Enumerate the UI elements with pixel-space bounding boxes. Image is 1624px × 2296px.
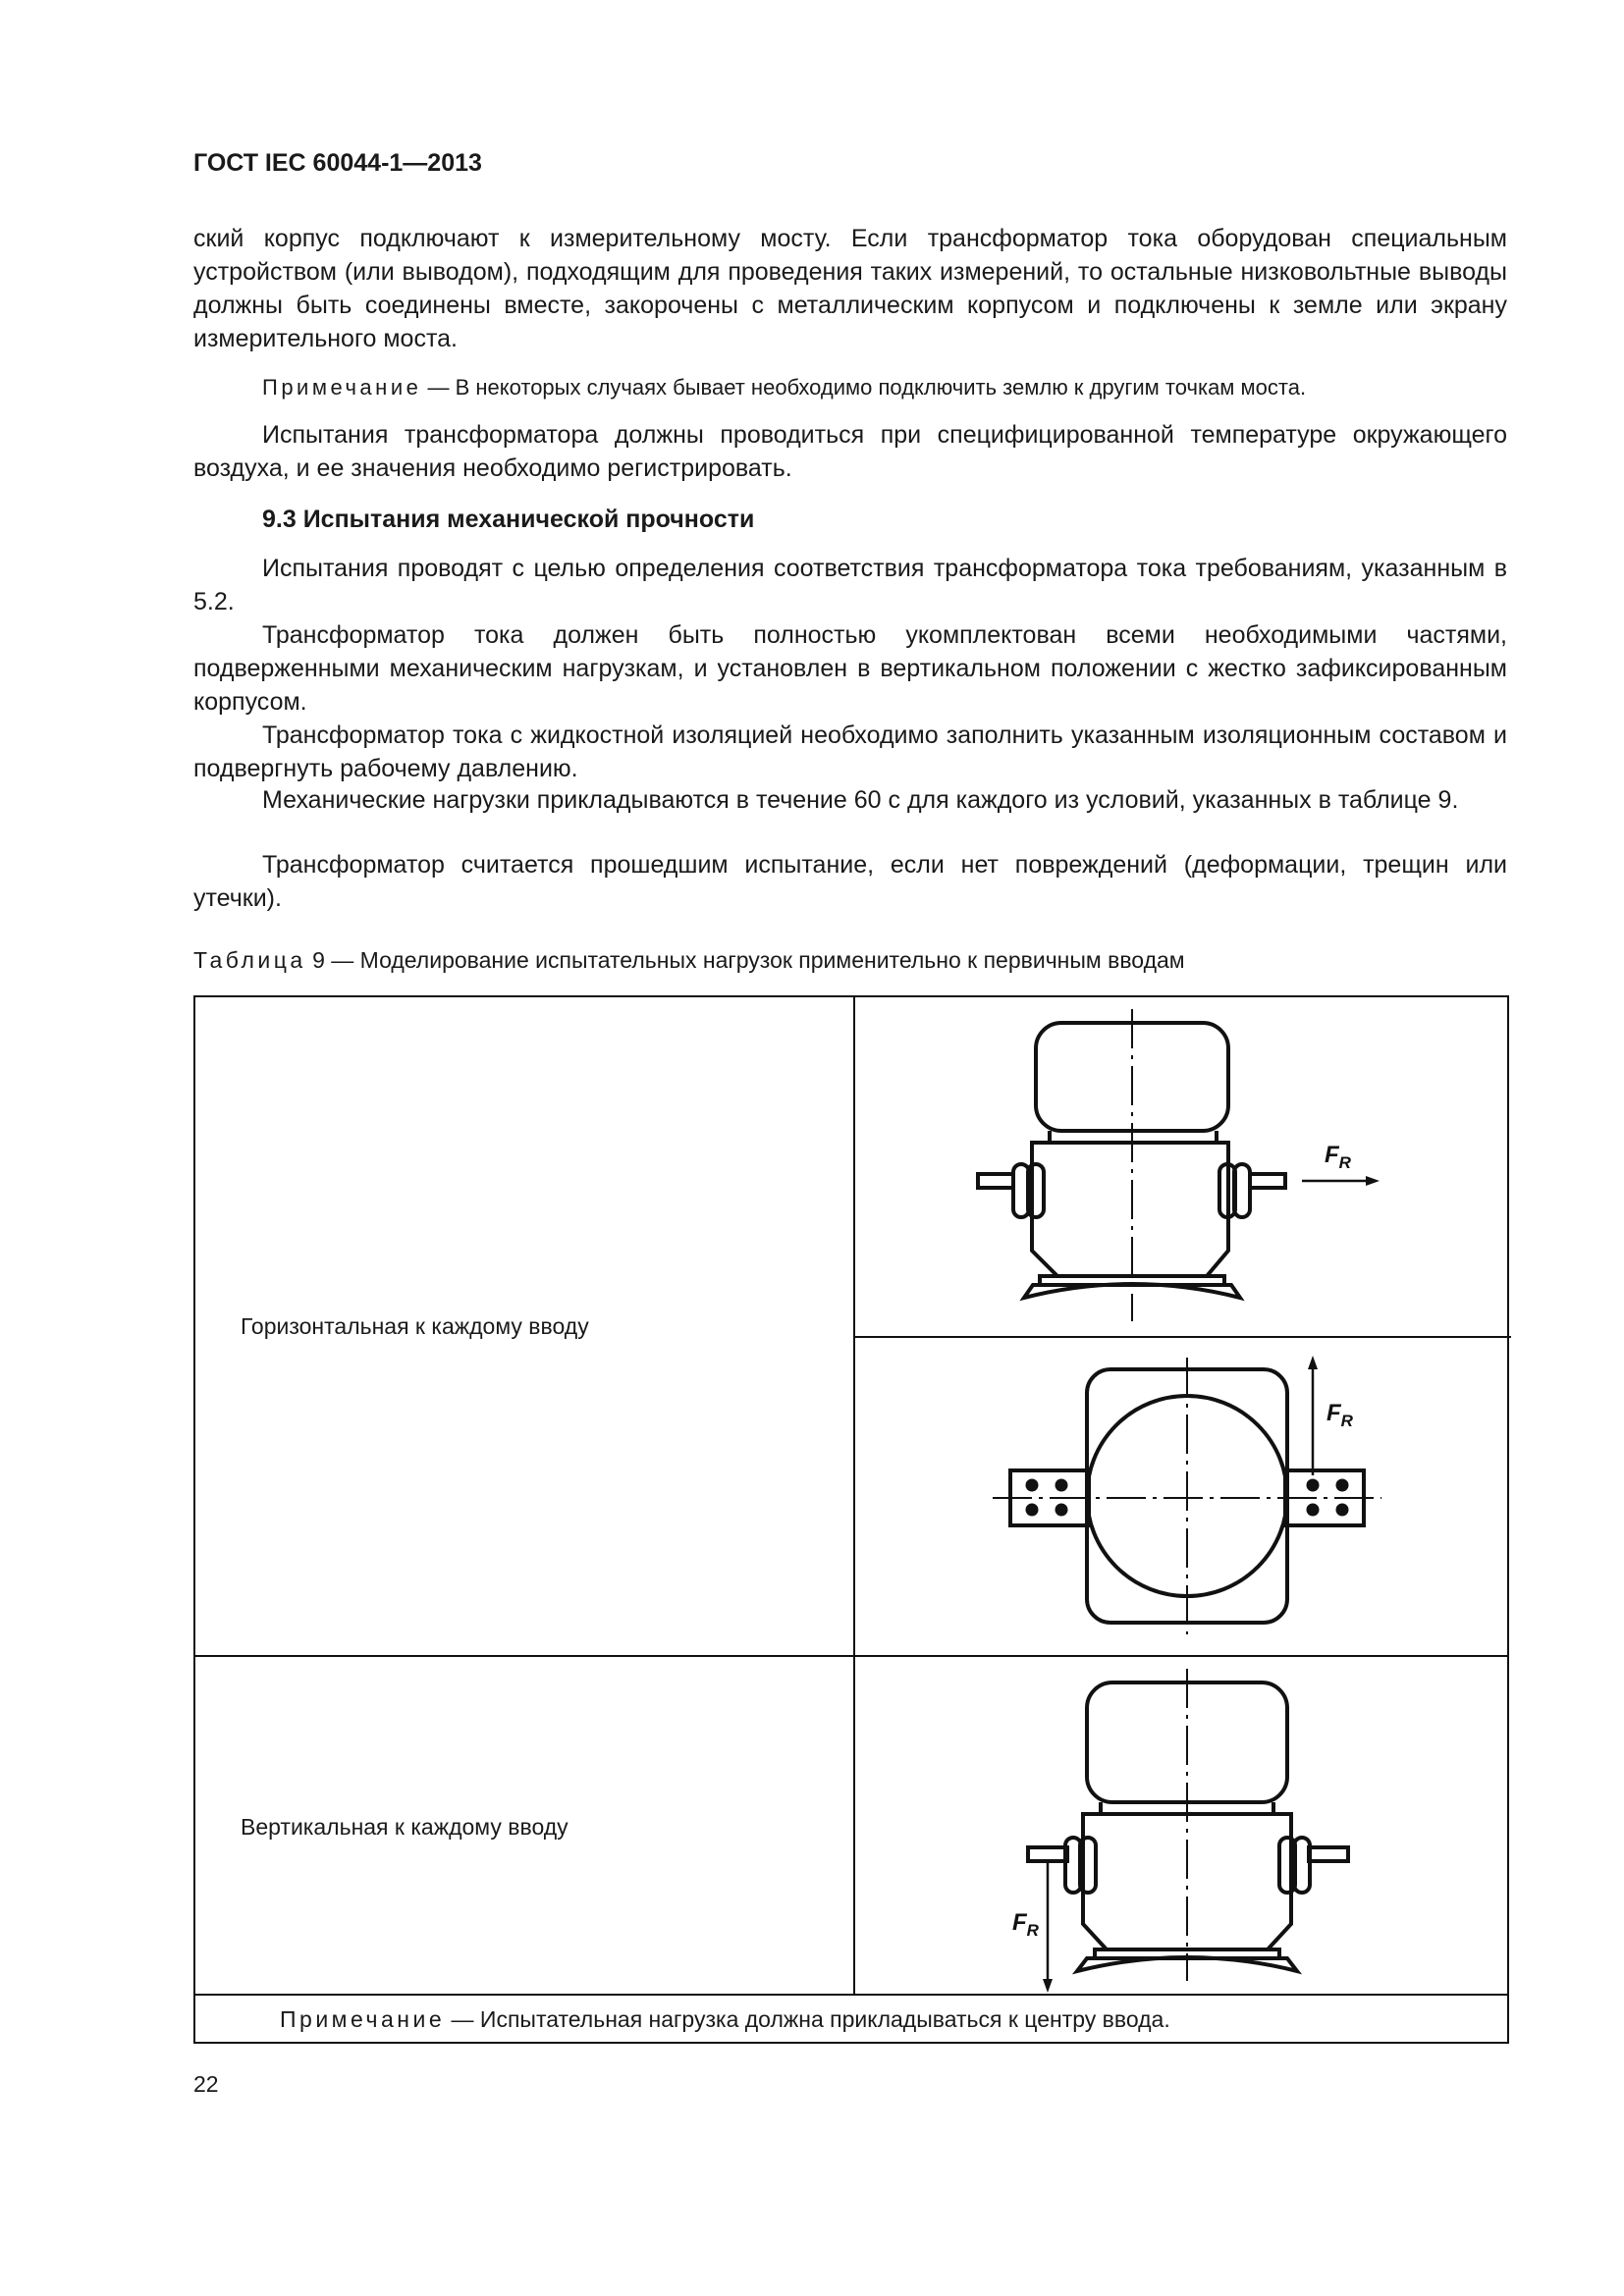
- paragraph-7: Трансформатор считается прошедшим испытание, если нет повреждений (деформации, трещин или утечки).: [193, 851, 1507, 912]
- paragraph-1: ский корпус подключают к измерительному мосту. Если трансформатор тока оборудован специальным устройством (или выводом), подходящим для проведения таких измерений, то остальные низковольтные выводы должны быть соединены вместе, закорочены с металлическим корпусом и подключены к земле или экрану измерительного моста.: [193, 225, 1507, 352]
- table-note-label: Примечание: [280, 2006, 446, 2032]
- paragraph-5: Трансформатор тока с жидкостной изоляцией необходимо заполнить указанным изоляционным составом и подвергнуть рабочему давлению.: [193, 721, 1507, 782]
- note-1: [193, 371, 1507, 404]
- figure-side-view-horizontal: [855, 997, 1511, 1336]
- table-note: [280, 2006, 1170, 2033]
- right-terminal-stem-2: [1309, 1847, 1348, 1861]
- right-terminal-stem: [1250, 1174, 1285, 1188]
- note-1-label: Примечание: [262, 375, 422, 400]
- tank-body: [1032, 1143, 1228, 1276]
- left-terminal-stem-2: [1028, 1847, 1067, 1861]
- force-arrowhead-horizontal: [1366, 1176, 1380, 1186]
- force-label-1: $F_R$: [1325, 1142, 1351, 1172]
- paragraph-4: Трансформатор тока должен быть полностью укомплектован всеми необходимыми частями, подверженными механическим нагрузкам, и установлен в вертикальном положении с жестко зафиксированным корпусом.: [193, 621, 1507, 716]
- figure-top-view-horizontal: [855, 1338, 1511, 1655]
- row-horizontal-label: Горизонтальная к каждому вводу: [241, 1313, 589, 1339]
- table-caption: [193, 947, 1185, 974]
- document-header: ГОСТ IEC 60044-1—2013: [193, 149, 482, 177]
- row-vertical-label: Вертикальная к каждому вводу: [241, 1814, 568, 1840]
- left-terminal-stem: [978, 1174, 1013, 1188]
- force-label-2: $F_R$: [1326, 1400, 1353, 1430]
- figure-side-view-vertical: [855, 1657, 1511, 1994]
- page-number: 22: [193, 2071, 219, 2097]
- paragraph-3: Испытания проводят с целью определения соответствия трансформатора тока требованиям, указанным в 5.2.: [193, 555, 1507, 615]
- table-note-divider: [195, 1994, 1509, 1996]
- paragraph-2: Испытания трансформатора должны проводиться при специфицированной температуре окружающего воздуха, и ее значения необходимо регистрировать.: [193, 421, 1507, 482]
- table-caption-text: 9 — Моделирование испытательных нагрузок применительно к первичным вводам: [305, 947, 1185, 973]
- force-arrowhead-up: [1308, 1356, 1318, 1369]
- table-note-text: — Испытательная нагрузка должна прикладываться к центру ввода.: [445, 2006, 1170, 2032]
- table-caption-label: Таблица: [193, 947, 306, 973]
- paragraph-6: Механические нагрузки прикладываются в течение 60 с для каждого из условий, указанных в таблице 9.: [262, 786, 1459, 814]
- force-arrowhead-down: [1043, 1979, 1053, 1993]
- section-title: 9.3 Испытания механической прочности: [262, 506, 755, 533]
- load-table: [193, 995, 1509, 2044]
- note-1-text: — В некоторых случаях бывает необходимо подключить землю к другим точкам моста.: [421, 375, 1307, 400]
- force-label-3: $F_R$: [1012, 1909, 1039, 1940]
